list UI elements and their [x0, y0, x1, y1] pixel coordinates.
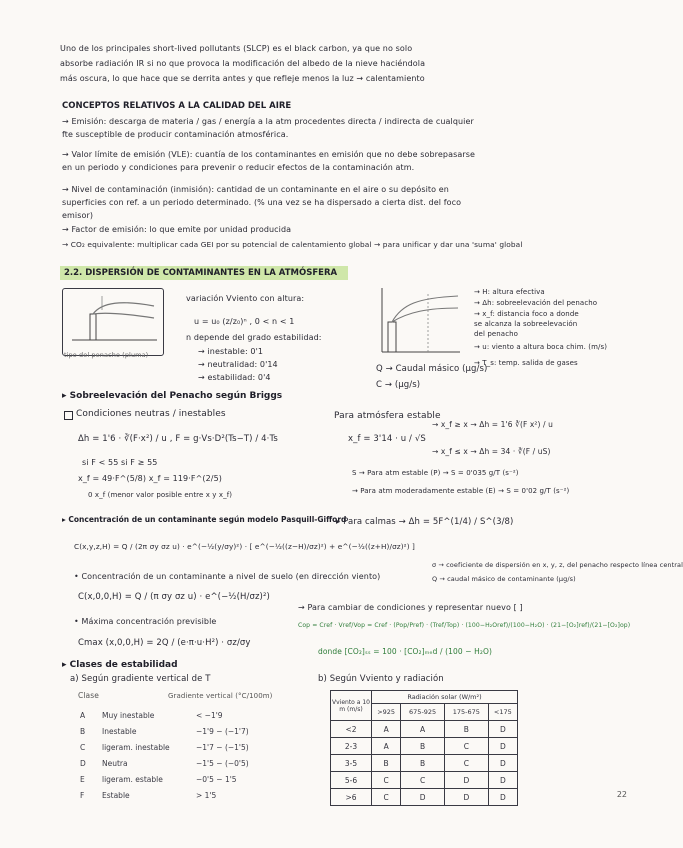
classes-col-header: Gradiente vertical (°C/100m) [168, 692, 273, 700]
concept-line: → Nivel de contaminación (inmisión): cantidad de un contaminante en el aire o su depósito en [62, 185, 449, 194]
legend-line: → u: viento a altura boca chim. (m/s) [474, 343, 608, 351]
intro-line-2: absorbe radiación IR si no que provoca la modificación del albedo de la nieve haciéndola [60, 59, 426, 68]
class-letter: D [80, 759, 86, 768]
concept-line: fte susceptible de producir contaminación atmosférica. [62, 130, 289, 139]
table-cell: C [444, 755, 488, 772]
table-row [331, 772, 518, 789]
caudal-q: Q → Caudal másico (μg/s) [376, 364, 488, 374]
neutral-condition: si F < 55 si F ≥ 55 [82, 458, 158, 467]
table-cell: >6 [331, 789, 372, 806]
class-gradient: −1'5 − (−0'5) [196, 759, 249, 768]
class-letter: A [80, 711, 86, 720]
concept-line: superficies con ref. a un periodo determinado. (% una vez se ha dispersado a cierta dist. del foco [62, 198, 462, 207]
table-cell: C [401, 772, 445, 789]
checkbox-icon [64, 411, 73, 420]
class-name: ligeram. inestable [102, 743, 170, 752]
class-name: Estable [102, 791, 130, 800]
max-title: • Máxima concentración previsible [74, 617, 217, 626]
legend-line: se alcanza la sobreelevación [474, 320, 578, 328]
legend-line: del penacho [474, 330, 519, 338]
class-letter: F [80, 791, 85, 800]
table-corner: Vviento a 10 m (m/s) [331, 691, 372, 721]
table-cell: D [488, 755, 517, 772]
concentration-c: C → (μg/s) [376, 380, 421, 390]
wind-line: → inestable: 0'1 [198, 347, 264, 356]
table-cell: B [444, 721, 488, 738]
section-title: 2.2. DISPERSIÓN DE CONTAMINANTES EN LA ATMÓSFERA [64, 268, 338, 278]
sigma-note: σ → coeficiente de dispersión en x, y, z, del penacho respecto línea central [432, 561, 683, 569]
gauss-equation: C(x,y,z,H) = Q / (2π σy σz u) · e^(−½(y/σy)²) · [ e^(−½((z−H)/σz)²) + e^(−½((z+H)/σz)²) ] [74, 542, 416, 551]
legend-line: → x_f: distancia foco a donde [474, 310, 579, 318]
table-cell: D [488, 738, 517, 755]
table-cell: B [401, 738, 445, 755]
intro-line-3: más oscura, lo que hace que se derrita antes y que refleje menos la luz → calentamiento [60, 74, 425, 83]
table-cell: D [401, 789, 445, 806]
concept-line: emisor) [62, 211, 94, 220]
concept-line: en un periodo y condiciones para prevenir o reducir efectos de la contaminación atm. [62, 163, 415, 172]
class-gradient: −1'9 − (−1'7) [196, 727, 249, 736]
table-cell: A [372, 738, 401, 755]
intro-line-1: Uno de los principales short-lived pollutants (SLCP) es el black carbon, ya que no solo [60, 44, 413, 53]
table-row [331, 789, 518, 806]
table-cell: B [372, 755, 401, 772]
table-cell: 3-5 [331, 755, 372, 772]
table-cell: <2 [331, 721, 372, 738]
table-row [331, 738, 518, 755]
class-gradient: > 1'5 [196, 791, 217, 800]
wind-equation: u = u₀ (z/z₀)ⁿ , 0 < n < 1 [194, 317, 295, 326]
table-cell: C [372, 772, 401, 789]
legend-line: → H: altura efectiva [474, 288, 545, 296]
table-col-header: 675-925 [401, 704, 445, 721]
plume-height-diagram [368, 282, 466, 360]
calm-equation: ▸ Para calmas → Δh = 5F^(1/4) / S^(3/8) [336, 517, 514, 527]
table-cell: D [488, 789, 517, 806]
stable-xf: x_f = 3'14 · u / √S [348, 434, 426, 444]
neutral-xf: x_f = 49·F^(5/8) x_f = 119·F^(2/5) [78, 474, 223, 483]
class-letter: B [80, 727, 86, 736]
max-equation: Cmax (x,0,0,H) = 2Q / (e·π·u·H²) · σz/σy [78, 638, 251, 648]
stable-s-line: S → Para atm estable (P) → S = 0'035 g/T (s⁻²) [352, 469, 519, 477]
class-letter: E [80, 775, 85, 784]
legend-line: → T_s: temp. salida de gases [474, 359, 578, 367]
table-col-header: 175-675 [444, 704, 488, 721]
stable-case: → x_f ≤ x → Δh = 34 · ∛(F / uS) [432, 447, 551, 456]
class-name: Muy inestable [102, 711, 155, 720]
concept-line: → CO₂ equivalente: multiplicar cada GEI por su potencial de calentamiento global → para unificar y dar una 'suma' global [62, 240, 523, 249]
radiation-title: b) Según Vviento y radiación [318, 674, 444, 684]
class-letter: C [80, 743, 86, 752]
class-gradient: −1'7 − (−1'5) [196, 743, 249, 752]
table-row [331, 755, 518, 772]
class-name: Neutra [102, 759, 128, 768]
q-note: Q → caudal másico de contaminante (μg/s) [432, 575, 576, 583]
legend-line: → Δh: sobreelevación del penacho [474, 299, 598, 307]
table-cell: D [488, 721, 517, 738]
neutral-title: Condiciones neutras / inestables [76, 409, 226, 419]
conv-equation: Cop = Cref · Vref/Vop = Cref · (Pop/Pref) · (Tref/Top) · (100−H₂Oref)/(100−H₂O) · (21−[O₂]ref)/(21−[O₂]op) [298, 622, 631, 629]
conv-dry-basis: donde [CO₂]ₛₛ = 100 · [CO₂]ₘₑd / (100 − H₂O) [318, 647, 492, 656]
class-gradient: −0'5 − 1'5 [196, 775, 237, 784]
table-cell: C [444, 738, 488, 755]
concepts-title: CONCEPTOS RELATIVOS A LA CALIDAD DEL AIRE [62, 101, 292, 111]
class-gradient: < −1'9 [196, 711, 223, 720]
table-group-header: Radiación solar (W/m²) [372, 691, 518, 704]
concept-line: → Factor de emisión: lo que emite por unidad producida [62, 225, 292, 234]
stability-radiation-table [330, 690, 518, 806]
table-cell: D [488, 772, 517, 789]
gauss-title: ▸ Concentración de un contaminante según modelo Pasquill-Gifford [62, 515, 347, 524]
wind-line: n depende del grado estabilidad: [186, 333, 322, 342]
plume-sketch-drawing [62, 288, 164, 356]
classes-a-title: a) Según gradiente vertical de T [70, 674, 211, 684]
stable-case: → x_f ≥ x → Δh = 1'6 ∛(F x²) / u [432, 420, 553, 429]
concept-line: → Emisión: descarga de materia / gas / energía a la atm procedentes directa / indirecta de cualquier [62, 117, 474, 126]
classes-col-header: Clase [78, 691, 99, 700]
conv-title: → Para cambiar de condiciones y representar nuevo [ ] [298, 603, 523, 612]
ground-title: • Concentración de un contaminante a nivel de suelo (en dirección viento) [74, 572, 381, 581]
table-cell: 2-3 [331, 738, 372, 755]
table-cell: D [444, 772, 488, 789]
classes-title: ▸ Clases de estabilidad [62, 660, 178, 670]
neutral-note: 0 x_f (menor valor posible entre x y x_f) [88, 491, 233, 499]
neutral-equation: Δh = 1'6 · ∛(F·x²) / u , F = g·Vs·D²(Ts−T) / 4·Ts [78, 434, 278, 444]
briggs-title: ▸ Sobreelevación del Penacho según Briggs [62, 391, 283, 401]
table-cell: B [401, 755, 445, 772]
table-col-header: <175 [488, 704, 517, 721]
table-cell: A [401, 721, 445, 738]
wind-line: → estabilidad: 0'4 [198, 373, 271, 382]
table-cell: C [372, 789, 401, 806]
table-col-header: >925 [372, 704, 401, 721]
table-row [331, 721, 518, 738]
table-cell: A [372, 721, 401, 738]
sketch-caption: tipo del penacho (pluma) [64, 351, 149, 359]
ground-equation: C(x,0,0,H) = Q / (π σy σz u) · e^(−½(H/σz)²) [78, 592, 270, 602]
class-name: Inestable [102, 727, 137, 736]
table-cell: D [444, 789, 488, 806]
page-number: 22 [616, 790, 627, 799]
wind-line: variación Vviento con altura: [186, 294, 305, 303]
class-name: ligeram. estable [102, 775, 163, 784]
concept-line: → Valor límite de emisión (VLE): cuantía de los contaminantes en emisión que no debe sobrepasarse [62, 150, 476, 159]
wind-line: → neutralidad: 0'14 [198, 360, 278, 369]
stable-title: Para atmósfera estable [334, 411, 441, 421]
table-cell: 5-6 [331, 772, 372, 789]
stable-s-line: → Para atm moderadamente estable (E) → S = 0'02 g/T (s⁻²) [352, 487, 570, 495]
